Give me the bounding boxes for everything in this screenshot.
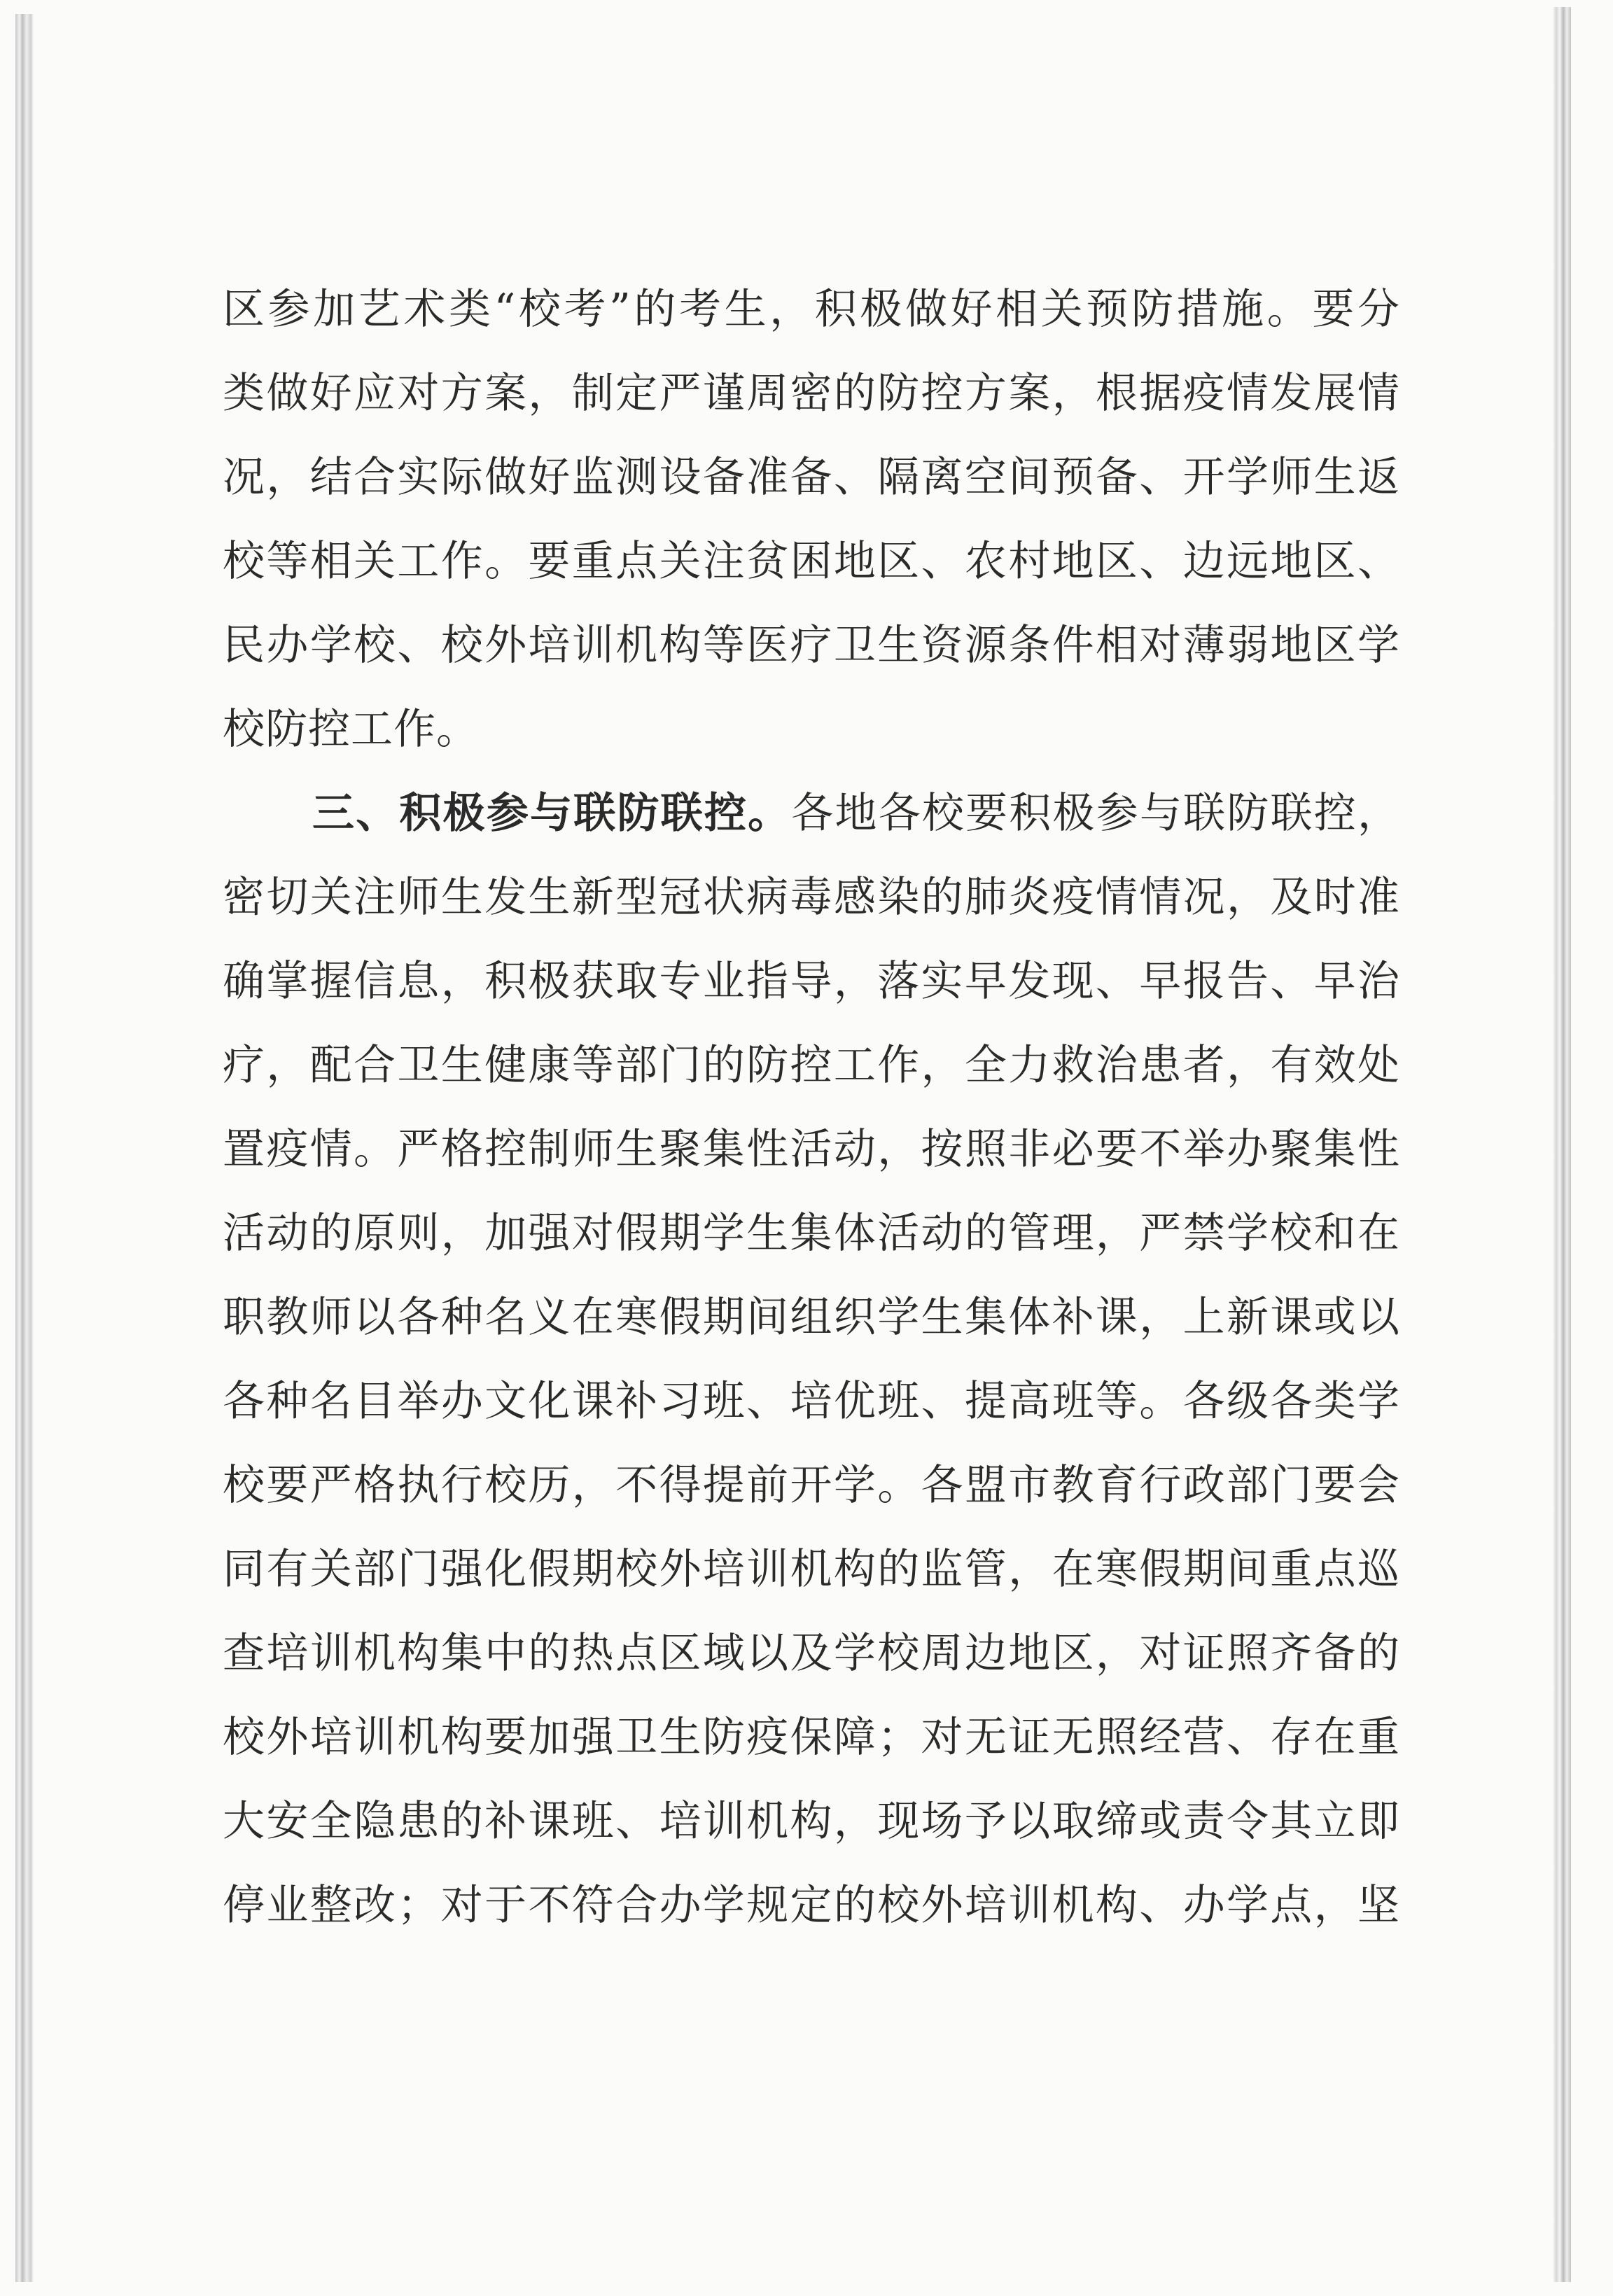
text-line: 同有关部门强化假期校外培训机构的监管，在寒假期间重点巡 bbox=[223, 1545, 1400, 1594]
text-line: 校防控工作。 bbox=[223, 705, 479, 754]
text-line: 密切关注师生发生新型冠状病毒感染的肺炎疫情情况，及时准 bbox=[223, 873, 1400, 922]
text-line: 置疫情。严格控制师生聚集性活动，按照非必要不举办聚集性 bbox=[223, 1125, 1400, 1174]
text-line: 大安全隐患的补课班、培训机构，现场予以取缔或责令其立即 bbox=[223, 1797, 1400, 1846]
text-line: 区参加艺术类“校考”的考生，积极做好相关预防措施。要分 bbox=[223, 285, 1400, 334]
text-line: 况，结合实际做好监测设备准备、隔离空间预备、开学师生返 bbox=[223, 453, 1400, 502]
text-line: 查培训机构集中的热点区域以及学校周边地区，对证照齐备的 bbox=[223, 1629, 1400, 1678]
text-line: 确掌握信息，积极获取专业指导，落实早发现、早报告、早治 bbox=[223, 957, 1400, 1006]
section-first-line-rest: 各地各校要积极参与联防联控， bbox=[791, 789, 1400, 838]
text-line: 各种名目举办文化课补习班、培优班、提高班等。各级各类学 bbox=[223, 1377, 1400, 1426]
text-line: 职教师以各种名义在寒假期间组织学生集体补课，上新课或以 bbox=[223, 1293, 1400, 1342]
text-line: 类做好应对方案，制定严谨周密的防控方案，根据疫情发展情 bbox=[223, 369, 1400, 418]
text-line: 疗，配合卫生健康等部门的防控工作，全力救治患者，有效处 bbox=[223, 1041, 1400, 1090]
text-line: 停业整改；对于不符合办学规定的校外培训机构、办学点，坚 bbox=[223, 1881, 1400, 1930]
section-first-line bbox=[312, 780, 1400, 847]
scan-edge-left bbox=[15, 14, 34, 2282]
section-heading: 三、积极参与联防联控。 bbox=[312, 789, 792, 838]
text-line: 民办学校、校外培训机构等医疗卫生资源条件相对薄弱地区学 bbox=[223, 621, 1400, 670]
text-line: 校外培训机构要加强卫生防疫保障；对无证无照经营、存在重 bbox=[223, 1713, 1400, 1762]
text-line: 活动的原则，加强对假期学生集体活动的管理，严禁学校和在 bbox=[223, 1209, 1400, 1258]
text-line: 校要严格执行校历，不得提前开学。各盟市教育行政部门要会 bbox=[223, 1461, 1400, 1510]
text-line: 校等相关工作。要重点关注贫困地区、农村地区、边远地区、 bbox=[223, 537, 1400, 586]
scan-edge-right bbox=[1553, 7, 1571, 2282]
